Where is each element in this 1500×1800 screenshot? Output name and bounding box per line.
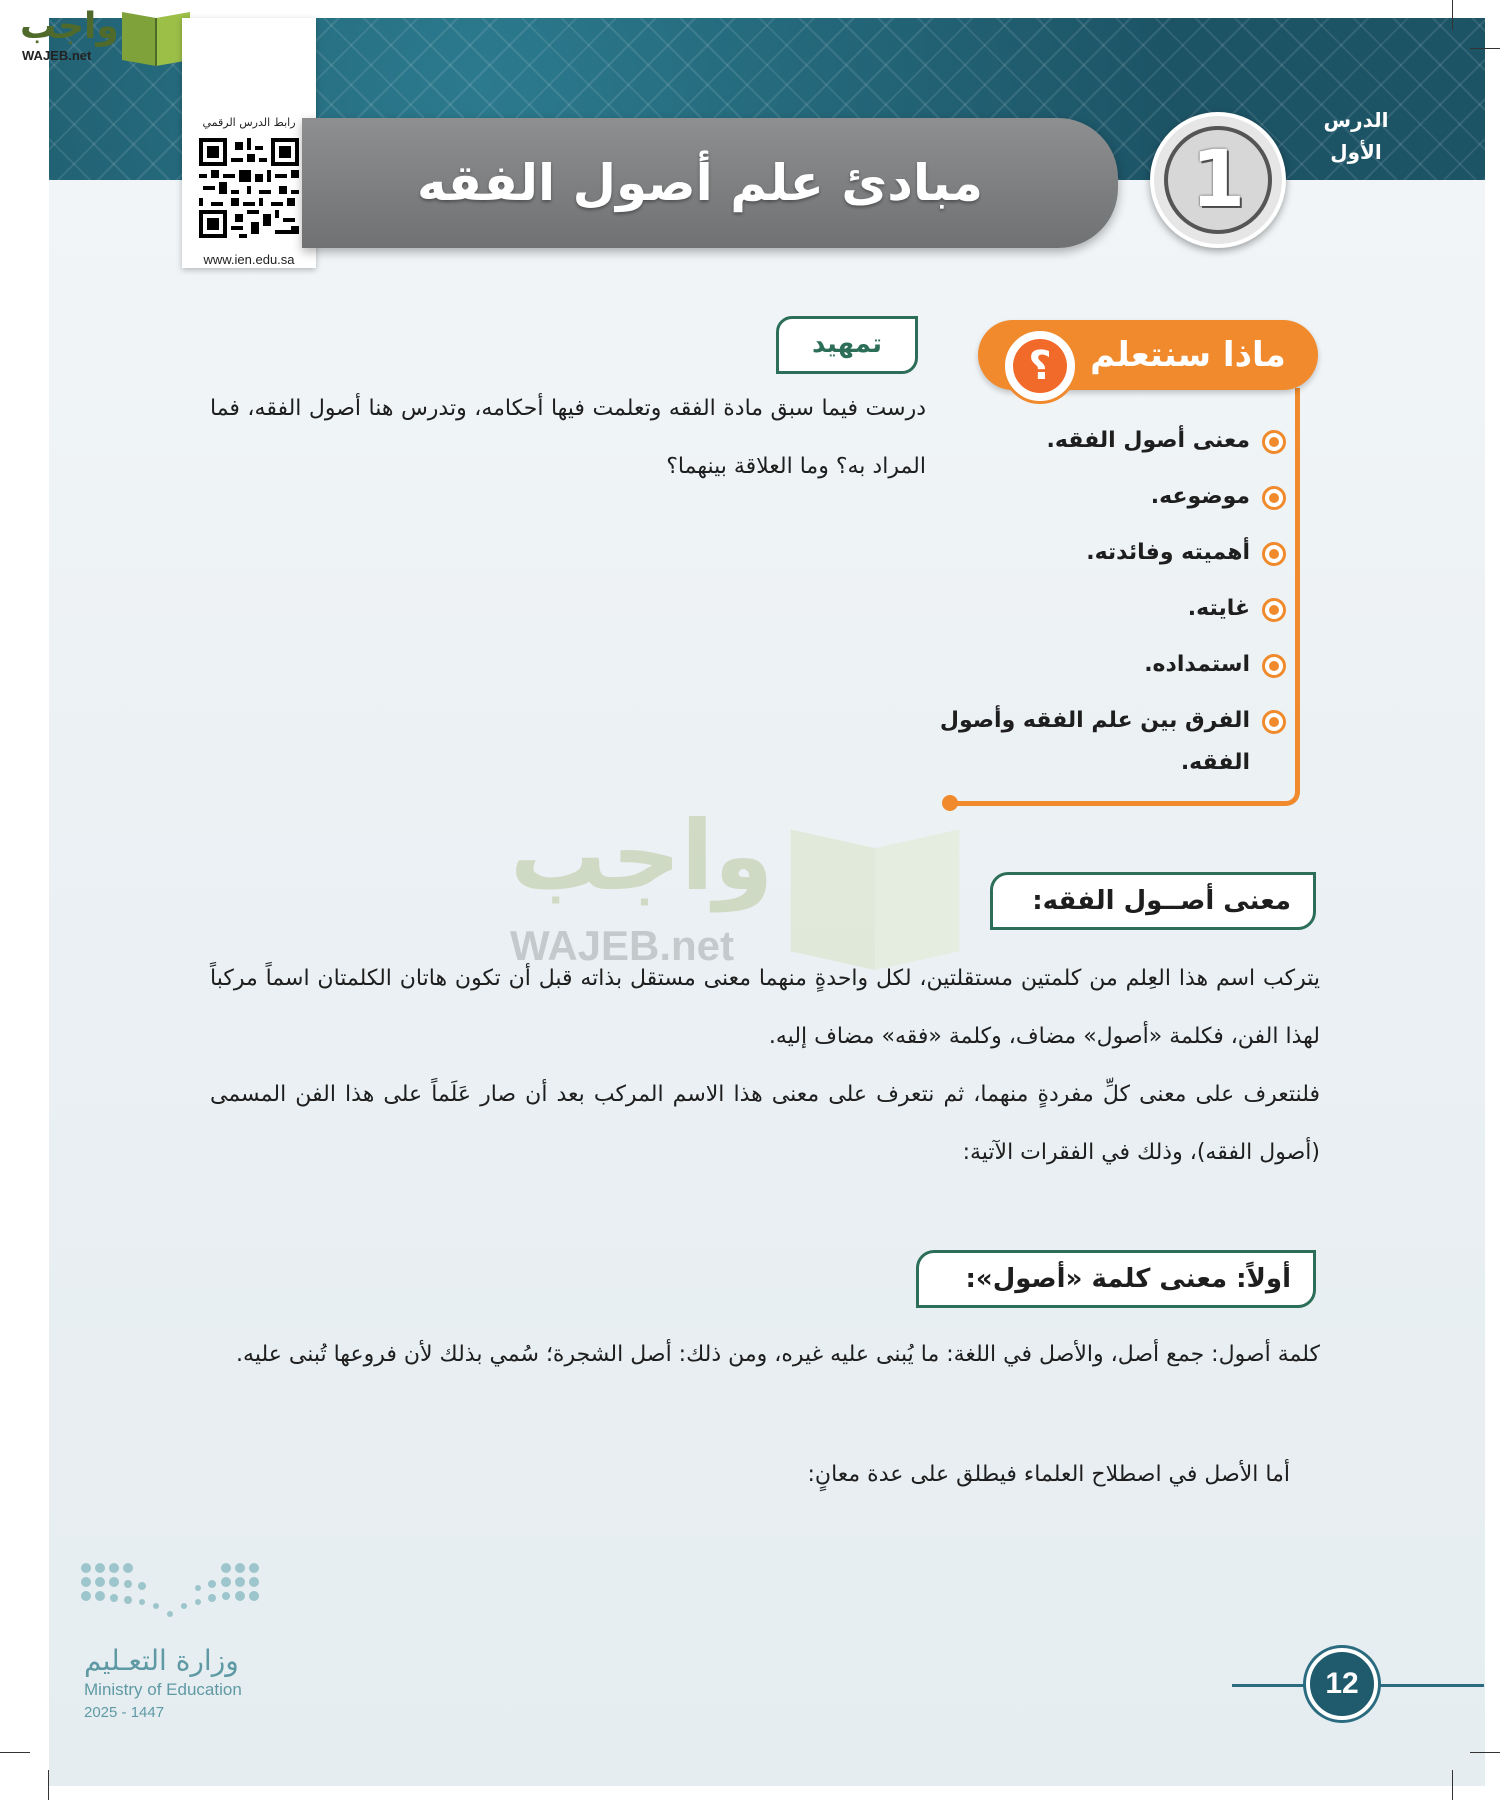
page-number: 12 bbox=[1306, 1648, 1378, 1720]
ministry-year: 2025 - 1447 bbox=[84, 1704, 165, 1721]
watermark-latin: WAJEB.net bbox=[510, 922, 735, 969]
qr-caption: رابط الدرس الرقمي bbox=[202, 116, 296, 129]
list-item-text: أهميته وفائدته. bbox=[1086, 540, 1250, 565]
ministry-name-en: Ministry of Education bbox=[84, 1680, 242, 1699]
ministry-logo bbox=[78, 1558, 278, 1728]
crop-mark bbox=[1470, 1752, 1500, 1753]
watermark-book-icon bbox=[770, 820, 980, 970]
list-item bbox=[900, 588, 1286, 630]
ministry-dots-icon bbox=[78, 1558, 268, 1628]
ministry-name-ar: وزارة التعـليم bbox=[84, 1644, 239, 1677]
question-mark-icon bbox=[1002, 328, 1078, 404]
list-item bbox=[900, 644, 1286, 686]
lesson-number-badge bbox=[1150, 112, 1286, 248]
intro-tag: تمهيد bbox=[776, 316, 918, 374]
site-logo[interactable] bbox=[8, 4, 188, 66]
list-item bbox=[900, 700, 1286, 784]
section-header-meaning: معنى أصــول الفقه: bbox=[990, 872, 1316, 930]
lesson-label-line1: الدرس bbox=[1323, 108, 1389, 132]
list-item-text: موضوعه. bbox=[1150, 484, 1250, 509]
bullet-icon bbox=[1262, 654, 1286, 678]
lesson-label-line2: الأول bbox=[1330, 140, 1382, 164]
section1-paragraph-1: يتركب اسم هذا العِلم من كلمتين مستقلتين، لكل واحدةٍ منهما معنى مستقل بذاته قبل أن تكون هاتان الكلمتان اسماً مركباً لهذا الفن، فكلمة «أصول» مضاف، وكلمة «فقه» مضاف إليه. bbox=[210, 966, 1320, 1049]
section2-paragraph-2: أما الأصل في اصطلاح العلماء فيطلق على عدة معانٍ: bbox=[807, 1462, 1290, 1487]
watermark-word: واجب bbox=[510, 800, 774, 912]
bullet-icon bbox=[1262, 430, 1286, 454]
section2-paragraph-1: كلمة أصول: جمع أصل، والأصل في اللغة: ما يُبنى عليه غيره، ومن ذلك: أصل الشجرة؛ سُمي بذلك لأن فروعها تُبنى عليه. bbox=[236, 1342, 1320, 1367]
crop-mark bbox=[0, 1752, 30, 1753]
qr-code-icon[interactable] bbox=[199, 138, 299, 238]
list-item-text: معنى أصول الفقه. bbox=[1046, 428, 1250, 453]
section1-paragraph-2: فلنتعرف على معنى كلِّ مفردةٍ منهما، ثم نتعرف على معنى هذا الاسم المركب بعد أن صار عَلَماً على هذا الفن المسمى (أصول الفقه)، وذلك في الفقرات الآتية: bbox=[210, 1082, 1320, 1165]
site-logo-latin: WAJEB.net bbox=[22, 48, 92, 63]
qr-url[interactable]: www.ien.edu.sa bbox=[203, 252, 295, 267]
learn-header-title: ماذا سنتعلم bbox=[1090, 335, 1286, 375]
page-title: مبادئ علم أصول الفقه bbox=[416, 154, 983, 212]
list-item-text: استمداده. bbox=[1144, 652, 1250, 677]
list-item-text: الفرق بين علم الفقه وأصول الفقه. bbox=[939, 708, 1250, 775]
qr-card[interactable] bbox=[182, 18, 316, 268]
site-logo-word: واجب bbox=[20, 6, 119, 47]
crop-mark bbox=[1470, 48, 1500, 49]
list-item bbox=[900, 476, 1286, 518]
crop-mark bbox=[1452, 1770, 1453, 1800]
crop-mark bbox=[48, 1770, 49, 1800]
lesson-number: 1 bbox=[1164, 126, 1272, 234]
list-item bbox=[900, 532, 1286, 574]
bullet-icon bbox=[1262, 710, 1286, 734]
section-header-first: أولاً: معنى كلمة «أصول»: bbox=[916, 1250, 1316, 1308]
bullet-icon bbox=[1262, 486, 1286, 510]
learn-list bbox=[900, 420, 1286, 798]
lesson-label bbox=[1296, 104, 1416, 168]
list-item-text: غايته. bbox=[1187, 596, 1250, 621]
page-number-line-left bbox=[1232, 1684, 1312, 1687]
bullet-icon bbox=[1262, 598, 1286, 622]
question-mark-glyph: ؟ bbox=[1013, 339, 1067, 393]
list-item bbox=[900, 420, 1286, 462]
page-number-line-right bbox=[1372, 1684, 1484, 1687]
intro-paragraph: درست فيما سبق مادة الفقه وتعلمت فيها أحكامه، وتدرس هنا أصول الفقه، فما المراد به؟ وما العلاقة بينهما؟ bbox=[210, 396, 926, 479]
bullet-icon bbox=[1262, 542, 1286, 566]
crop-mark bbox=[1452, 0, 1453, 30]
